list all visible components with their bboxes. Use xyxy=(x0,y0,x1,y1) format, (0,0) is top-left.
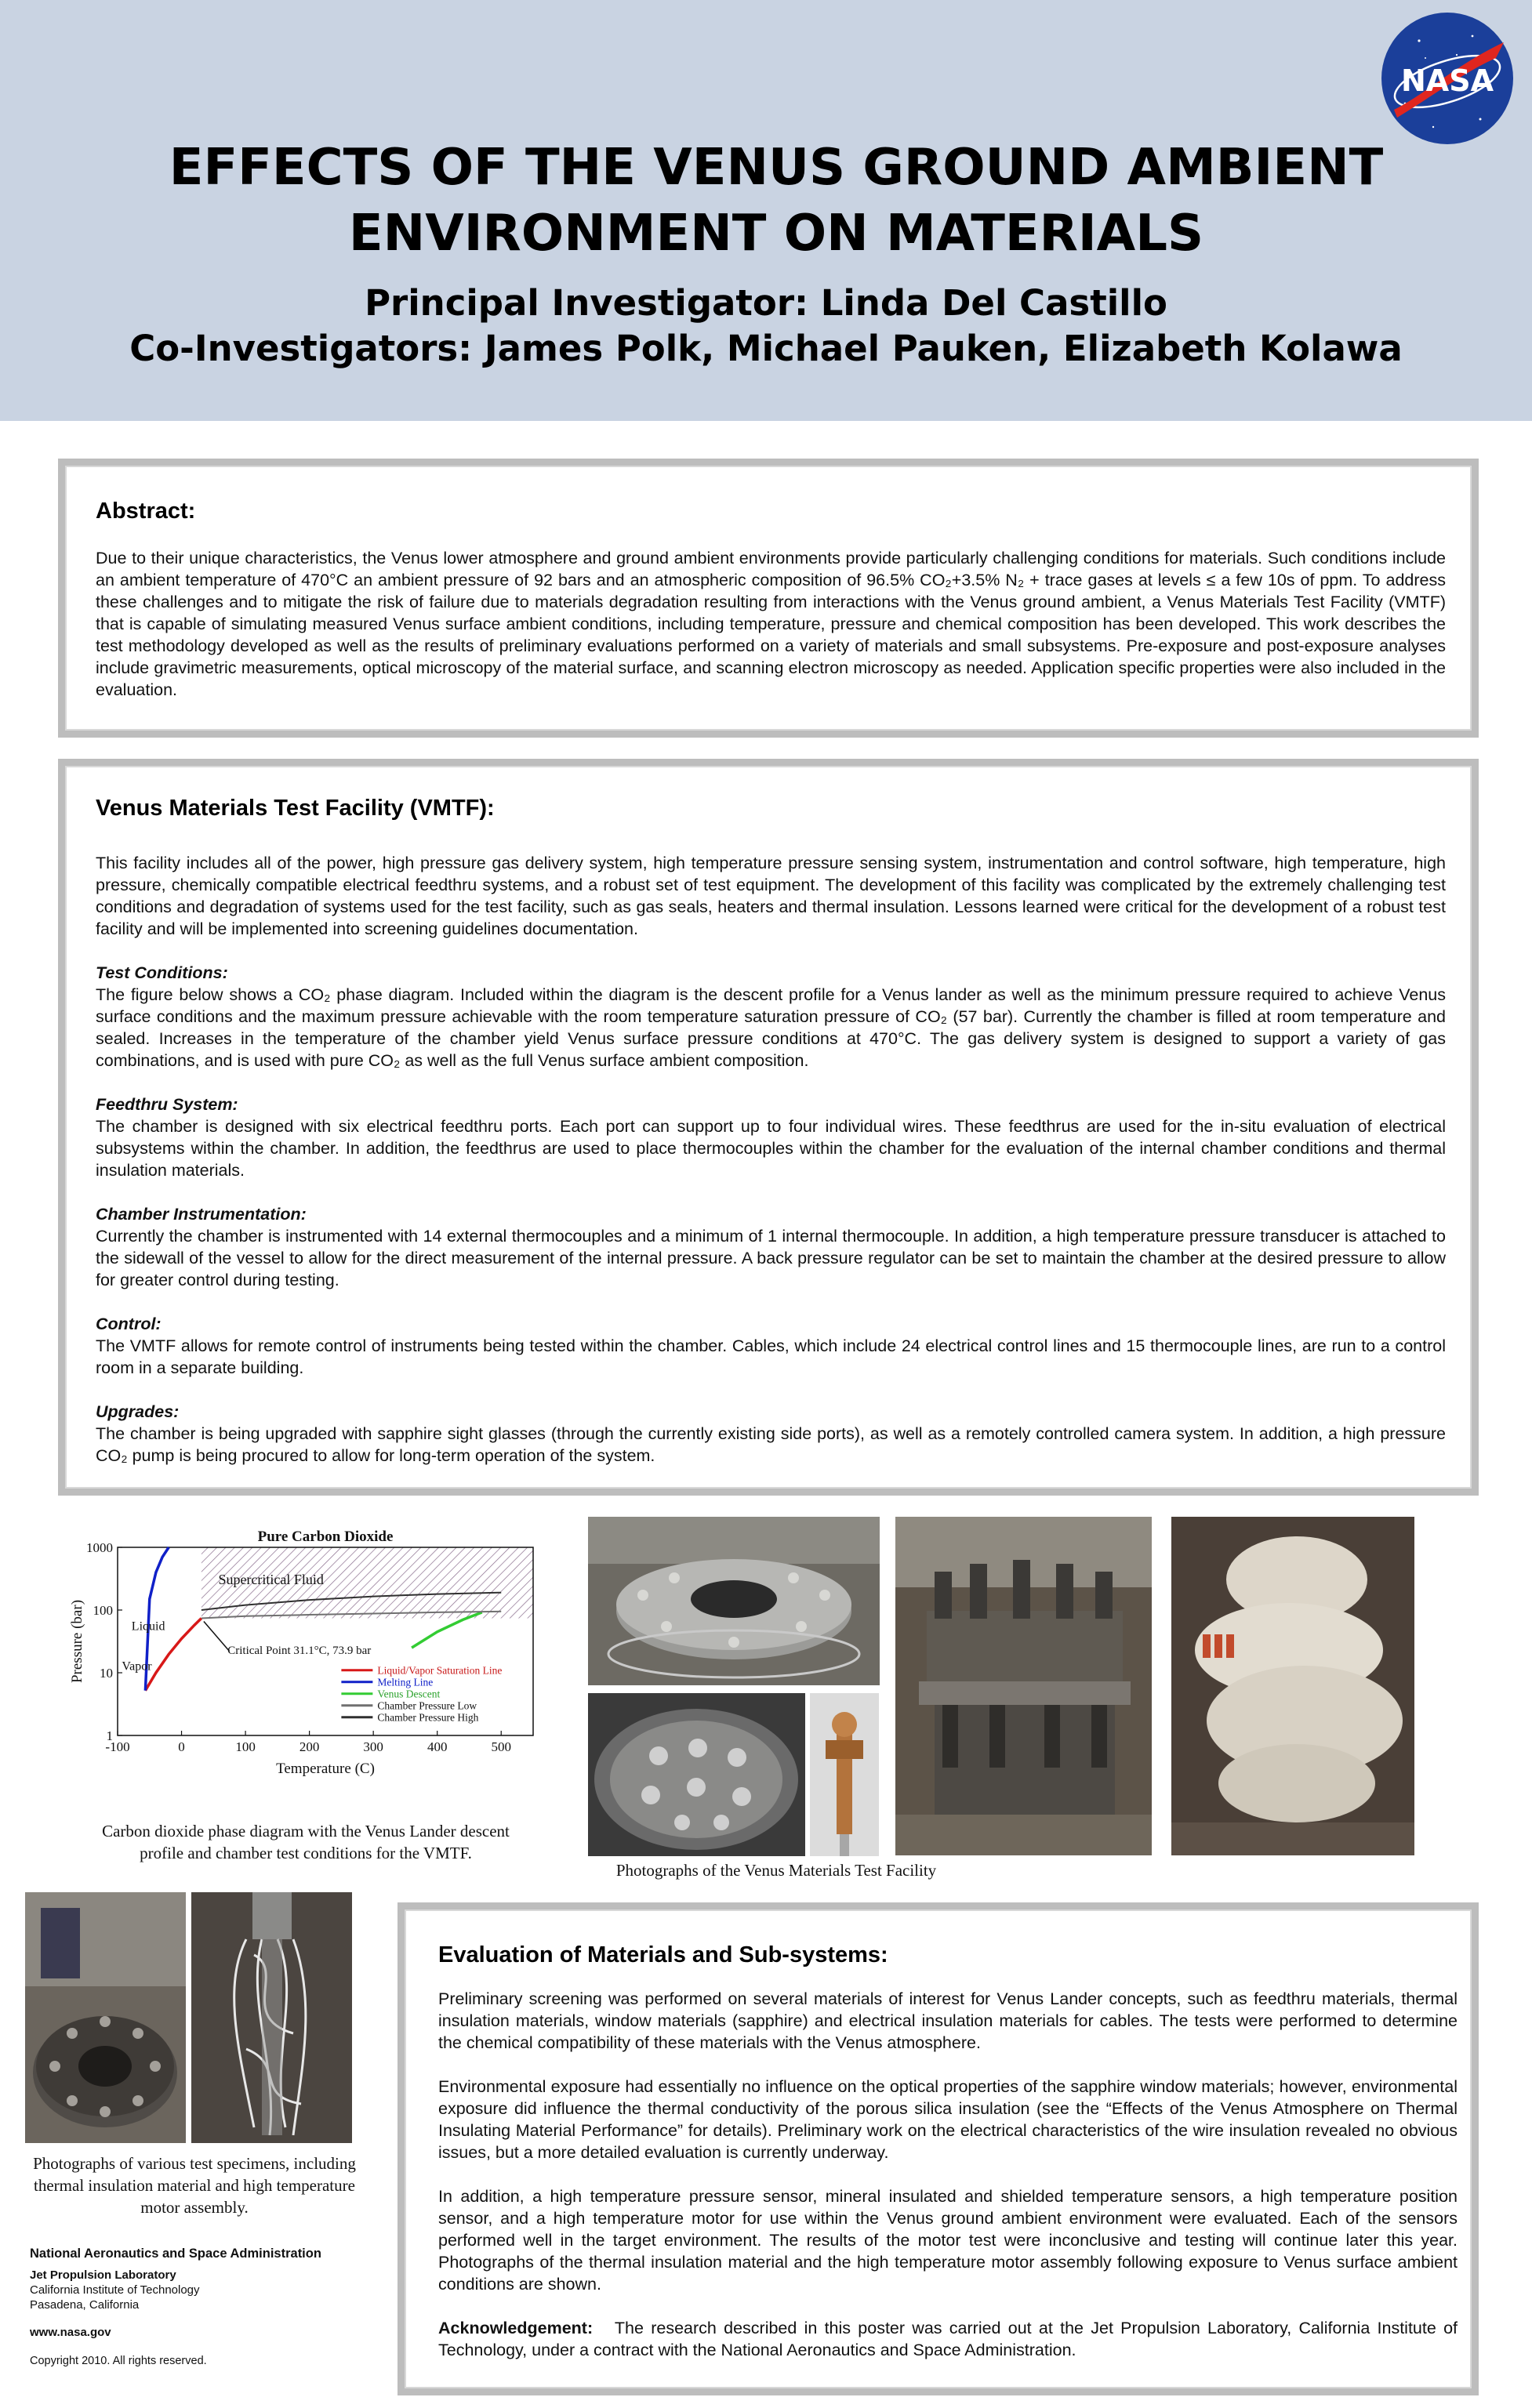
vmtf-title: Venus Materials Test Facility (VMTF): xyxy=(96,796,495,821)
critical-point-label: Critical Point 31.1°C, 73.9 bar xyxy=(227,1644,372,1657)
test-conditions-text: The figure below shows a CO₂ phase diagram. Included within the diagram is the descent profile for a Venus lander as well as the minimum pressure required to achieve Venus surface conditions and the maximum pressure achievable with the room temperature saturation pressure of CO₂ (57 bar). Currently the chamber is filled at room temperature and sealed. Increases in the temperature of the chamber yield Venus surface pressure conditions at 470°C. The gas delivery system is designed to support a variety of gas combinations, and is used with pure CO₂ as well as the full Venus surface ambient composition. xyxy=(96,985,1446,1070)
region-label-supercritical: Supercritical Fluid xyxy=(218,1571,324,1587)
y-tick-label: 10 xyxy=(100,1666,113,1681)
region-label-liquid: Liquid xyxy=(131,1619,165,1634)
upgrades-text: The chamber is being upgraded with sapphire sight glasses (through the currently existing side ports), as well as a remotely controlled camera system. In addition, a high pressure CO₂ pump is being procured to allow for long-term operation of the system. xyxy=(96,1424,1446,1465)
y-axis-label: Pressure (bar) xyxy=(69,1599,85,1684)
instrumentation-heading: Chamber Instrumentation: xyxy=(96,1205,307,1224)
evaluation-body xyxy=(438,1988,1458,2361)
legend-label-1: Melting Line xyxy=(377,1676,434,1688)
acknowledgement xyxy=(438,2317,1458,2361)
instrumentation-text: Currently the chamber is instrumented with 14 external thermocouples and a minimum of 1 internal thermocouple. In addition, a high temperature pressure transducer is attached to the sidewall of the vessel to allow for the direct measurement of the internal pressure. A back pressure regulator can be set to maintain the chamber at the desired pressure to allow for greater control during testing. xyxy=(96,1227,1446,1289)
investigators xyxy=(94,281,1438,372)
footer-inst: California Institute of Technology xyxy=(30,2283,200,2297)
y-tick-label: 1 xyxy=(106,1728,113,1743)
photo-chamber-vessel xyxy=(895,1517,1152,1855)
evaluation-panel xyxy=(398,1902,1479,2395)
test-conditions-heading: Test Conditions: xyxy=(96,963,228,982)
vmtf-panel xyxy=(58,759,1479,1496)
photo-motor-wire-bundle xyxy=(191,1892,352,2143)
evaluation-p1: Preliminary screening was performed on several materials of interest for Venus Lander concepts, such as feedthru materials, thermal insulation materials, window materials (sapphire) and electrical insulation materials for cables. The tests were performed to determine the chemical compatibility of these materials with the Venus atmosphere. xyxy=(438,1989,1458,2052)
footer-lab: Jet Propulsion Laboratory xyxy=(30,2268,176,2282)
photo-insulated-chamber xyxy=(1171,1517,1414,1855)
legend-label-4: Chamber Pressure High xyxy=(377,1711,479,1724)
evaluation-title: Evaluation of Materials and Sub-systems: xyxy=(438,1942,888,1967)
poster-title: EFFECTS OF THE VENUS GROUND AMBIENT ENVIRONMENT ON MATERIALS xyxy=(169,139,1384,263)
specimen-photos-caption: Photographs of various test specimens, including thermal insulation material and high temperature motor assembly. xyxy=(33,2154,356,2217)
chart-title: Pure Carbon Dioxide xyxy=(257,1529,394,1545)
x-tick-label: 500 xyxy=(491,1739,511,1754)
svg-text:NASA: NASA xyxy=(1401,63,1494,98)
evaluation-p2: Environmental exposure had essentially no influence on the optical properties of the sapphire window materials; however, environmental exposure did influence the thermal conductivity of the porous silica insulation (see the “Effects of the Venus Atmosphere on Thermal Insulating Material Performance” for details). Preliminary work on the electrical characteristics of the wire insulation revealed no obvious issues, but a more detailed evaluation is currently underway. xyxy=(438,2077,1458,2162)
footer xyxy=(30,2247,390,2369)
acknowledgement-heading: Acknowledgement: xyxy=(438,2319,594,2337)
upgrades-heading: Upgrades: xyxy=(96,1402,180,1421)
nasa-logo-icon xyxy=(1370,9,1524,147)
co-investigators: Co-Investigators: James Polk, Michael Pauken, Elizabeth Kolawa xyxy=(129,328,1403,369)
poster-header xyxy=(0,0,1532,421)
control-text: The VMTF allows for remote control of instruments being tested within the chamber. Cables, which include 24 electrical control lines and 15 thermocouple lines, are run to a control room in a separate building. xyxy=(96,1336,1446,1377)
footer-url[interactable]: www.nasa.gov xyxy=(30,2326,111,2339)
photo-feedthru-part xyxy=(810,1693,879,1856)
phase-diagram-caption: Carbon dioxide phase diagram with the Venus Lander descent profile and chamber test conditions for the VMTF. xyxy=(102,1822,510,1862)
facility-photos-caption: Photographs of the Venus Materials Test Facility xyxy=(615,1861,937,1880)
feedthru-text: The chamber is designed with six electrical feedthru ports. Each port can support up to four individual wires. These feedthrus are used for the in-situ evaluation of electrical subsystems within the chamber. In addition, the feedthrus are used to place thermocouples within the chamber for the evaluation of the internal chamber conditions and thermal insulation materials. xyxy=(96,1117,1446,1180)
footer-org: National Aeronautics and Space Administration xyxy=(30,2247,321,2261)
x-axis-label: Temperature (C) xyxy=(276,1761,375,1777)
x-tick-label: 400 xyxy=(427,1739,448,1754)
photo-chamber-lid-interior xyxy=(588,1693,805,1856)
critical-point-arrow xyxy=(204,1622,230,1652)
footer-city: Pasadena, California xyxy=(30,2298,140,2312)
principal-investigator: Principal Investigator: Linda Del Castillo xyxy=(365,282,1167,324)
vmtf-intro: This facility includes all of the power, high pressure gas delivery system, high temperature pressure sensing system, instrumentation and control software, high temperature, high pressure, chemically compatible electrical feedthru systems, and a robust set of test equipment. The development of this facility was complicated by the extremely challenging test conditions and degradation of systems used for the test facility, such as gas seals, heaters and thermal insulation. Lessons learned were critical for the development of a robust test facility and will be implemented into screening guidelines documentation. xyxy=(96,854,1446,938)
x-tick-label: 0 xyxy=(178,1739,185,1754)
legend-label-3: Chamber Pressure Low xyxy=(377,1699,477,1712)
footer-copyright: Copyright 2010. All rights reserved. xyxy=(30,2355,207,2367)
x-tick-label: -100 xyxy=(105,1739,130,1754)
y-tick-label: 100 xyxy=(93,1603,113,1618)
photo-flange-feedthrus xyxy=(588,1517,880,1685)
x-tick-label: 200 xyxy=(299,1739,320,1754)
x-tick-label: 100 xyxy=(235,1739,256,1754)
evaluation-p3: In addition, a high temperature pressure sensor, mineral insulated and shielded temperature sensors, a high temperature position sensor, and a high temperature motor for use within the Venus ground ambient environment were evaluated. Each of the sensors performed well in the target environment. The results of the motor test were inconclusive and testing will continue later this year. Photographs of the thermal insulation material and the high temperature motor assembly following exposure to Venus surface ambient conditions are shown. xyxy=(438,2187,1458,2294)
co2-phase-diagram-chart xyxy=(63,1524,549,1782)
vmtf-body xyxy=(96,852,1446,1467)
abstract-text: Due to their unique characteristics, the Venus lower atmosphere and ground ambient environments provide particularly challenging conditions for materials. Such conditions include an ambient temperature of 470°C an ambient pressure of 92 bars and an atmospheric composition of 96.5% CO₂+3.5% N₂ + trace gases at levels ≤ a few 10s of ppm. To address these challenges and to mitigate the risk of failure due to materials degradation resulting from interactions with the Venus ground ambient, a Venus Materials Test Facility (VMTF) that is capable of simulating measured Venus surface ambient conditions, including temperature, pressure and chemical composition has been developed. This work describes the test methodology developed as well as the results of preliminary evaluations performed on a variety of materials and small subsystems. Pre-exposure and post-exposure analyses include gravimetric measurements, optical microscopy of the material surface, and scanning electron microscopy as needed. Application specific properties were also included in the evaluation. xyxy=(96,549,1446,699)
photo-specimen-flange xyxy=(25,1892,186,2143)
legend-label-2: Venus Descent xyxy=(377,1688,441,1700)
abstract-title: Abstract: xyxy=(96,499,196,524)
region-label-vapor: Vapor xyxy=(122,1659,152,1674)
acknowledgement-text: The research described in this poster was carried out at the Jet Propulsion Laboratory, California Institute of Technology, under a contract with the National Aeronautics and Space Administration. xyxy=(438,2319,1458,2359)
y-tick-label: 1000 xyxy=(86,1540,113,1555)
x-tick-label: 300 xyxy=(363,1739,383,1754)
legend-label-0: Liquid/Vapor Saturation Line xyxy=(377,1664,503,1677)
feedthru-heading: Feedthru System: xyxy=(96,1095,238,1114)
control-heading: Control: xyxy=(96,1315,162,1333)
abstract-panel xyxy=(58,459,1479,738)
